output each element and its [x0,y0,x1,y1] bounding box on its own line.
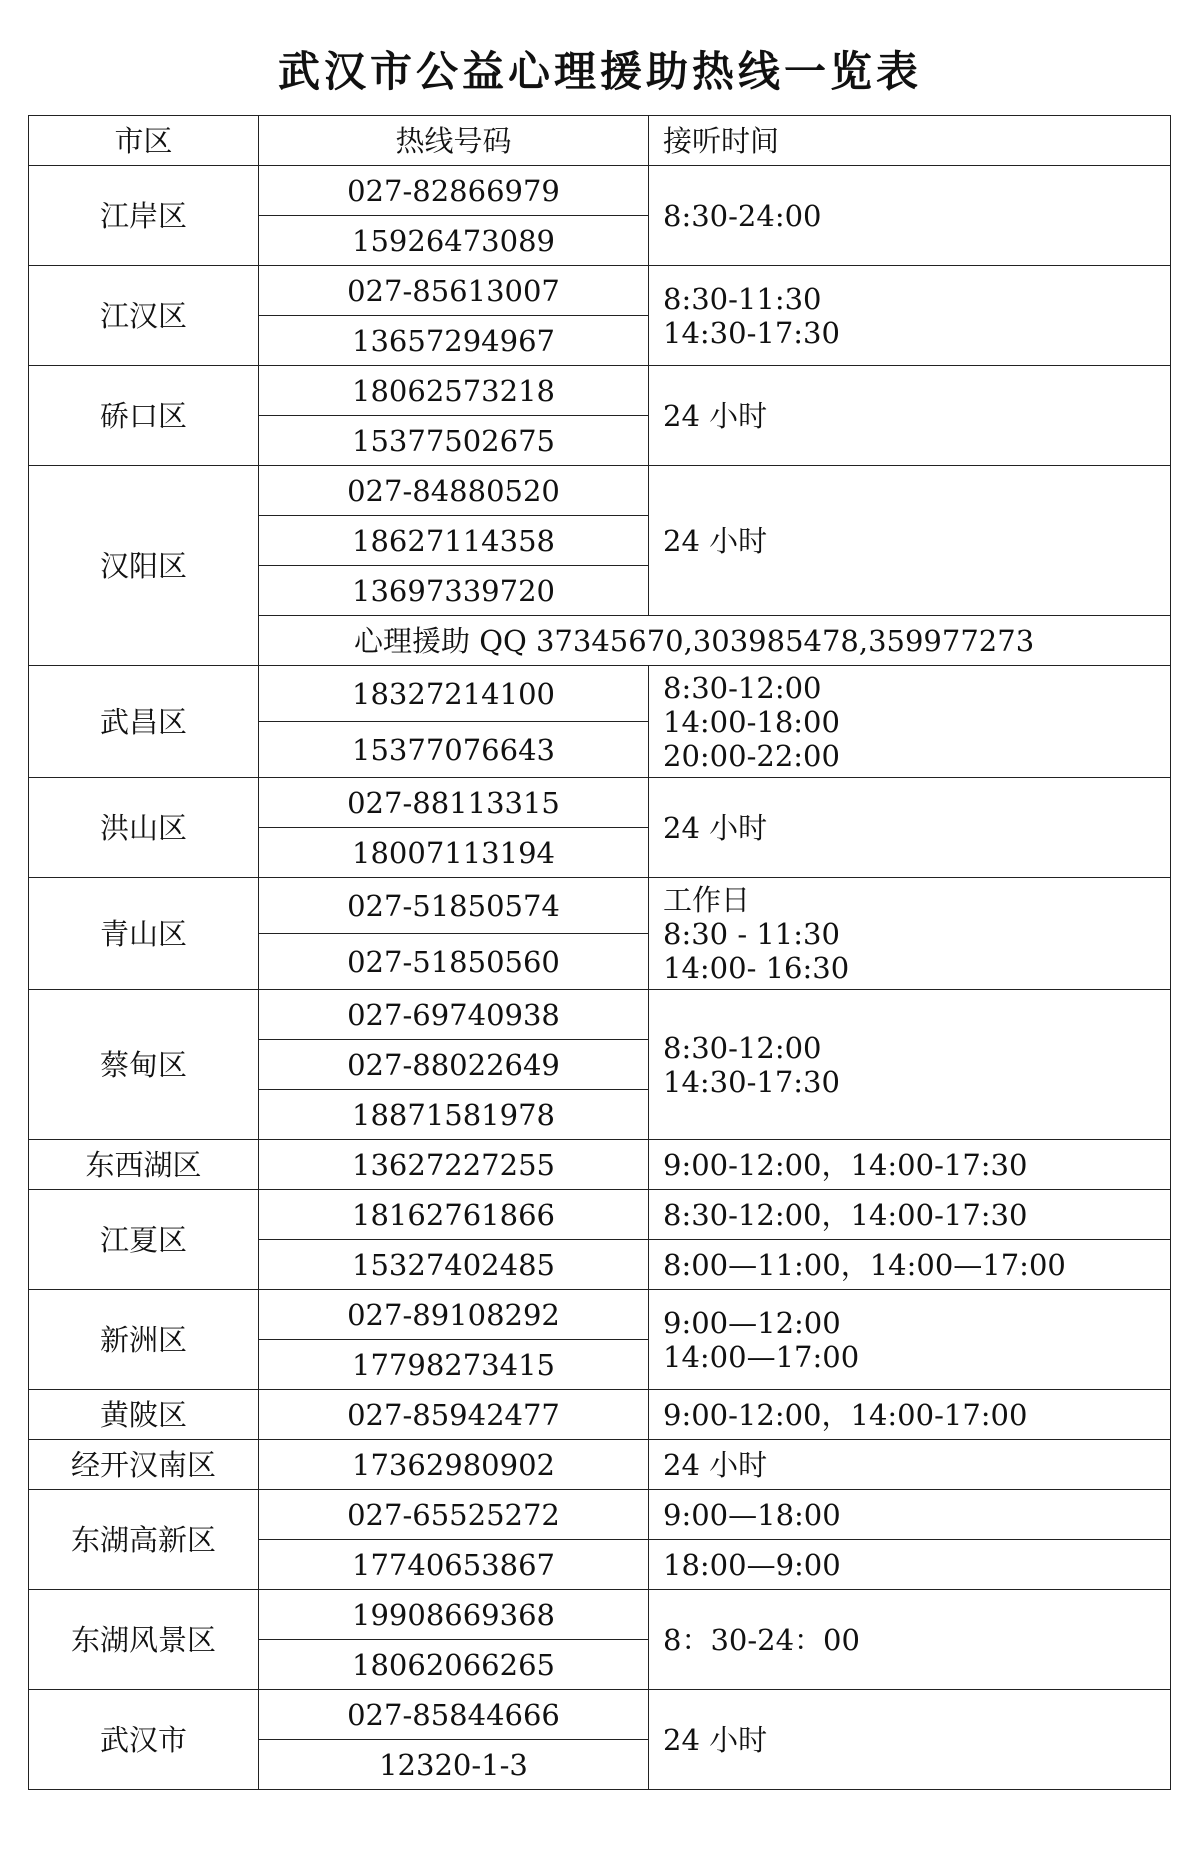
phone-cell: 18871581978 [259,1090,649,1140]
phone-cell: 027-84880520 [259,466,649,516]
district-cell: 江夏区 [29,1190,259,1290]
phone-cell: 027-88113315 [259,778,649,828]
phone-cell: 18062573218 [259,366,649,416]
phone-cell: 027-89108292 [259,1290,649,1340]
time-cell [649,666,1171,778]
time-cell [649,1690,1171,1790]
time-line: 8:30-24:00 [663,198,822,233]
table-row [29,1440,1171,1490]
time-cell: 24 小时 [649,1440,1171,1490]
table-row [29,1140,1171,1190]
district-cell: 黄陂区 [29,1390,259,1440]
table-row [29,1590,1171,1640]
district-cell: 蔡甸区 [29,990,259,1140]
time-line: 20:00-22:00 [663,738,840,773]
time-line: 工作日 [663,882,751,917]
phone-cell: 17798273415 [259,1340,649,1390]
phone-cell: 19908669368 [259,1590,649,1640]
time-line: 8:30-12:00 [663,1030,822,1065]
phone-cell: 027-82866979 [259,166,649,216]
district-cell: 东西湖区 [29,1140,259,1190]
phone-cell: 17362980902 [259,1440,649,1490]
district-cell: 汉阳区 [29,466,259,666]
time-cell [649,166,1171,266]
district-cell: 东湖高新区 [29,1490,259,1590]
phone-cell: 17740653867 [259,1540,649,1590]
table-row [29,266,1171,316]
phone-cell: 027-51850560 [259,934,649,990]
phone-cell: 027-69740938 [259,990,649,1040]
time-line: 9:00—12:00 [663,1305,841,1340]
phone-cell: 18062066265 [259,1640,649,1690]
district-cell: 江岸区 [29,166,259,266]
header-time: 接听时间 [649,116,1171,166]
time-line: 8:30 - 11:30 [663,916,840,951]
time-line: 14:00—17:00 [663,1339,860,1374]
header-phone: 热线号码 [259,116,649,166]
time-cell [649,1290,1171,1390]
time-cell [649,878,1171,990]
time-line: 24 小时 [663,810,768,845]
table-row [29,1190,1171,1240]
time-cell [649,266,1171,366]
time-cell: 9:00-12:00，14:00-17:30 [649,1140,1171,1190]
time-cell [649,466,1171,616]
phone-cell: 13657294967 [259,316,649,366]
phone-cell: 15926473089 [259,216,649,266]
phone-cell: 15327402485 [259,1240,649,1290]
time-line: 14:00- 16:30 [663,950,850,985]
time-cell: 9:00-12:00，14:00-17:00 [649,1390,1171,1440]
table-row [29,990,1171,1040]
time-cell [649,366,1171,466]
table-row [29,166,1171,216]
time-line: 14:00-18:00 [663,704,840,739]
time-cell: 18:00—9:00 [649,1540,1171,1590]
district-cell: 东湖风景区 [29,1590,259,1690]
time-cell [649,990,1171,1140]
district-cell: 经开汉南区 [29,1440,259,1490]
hotline-table [28,115,1171,1790]
phone-cell: 18627114358 [259,516,649,566]
table-row [29,1690,1171,1740]
table-row [29,366,1171,416]
time-cell [649,1590,1171,1690]
time-line: 8：30-24：00 [663,1622,860,1657]
phone-cell: 027-88022649 [259,1040,649,1090]
time-line: 14:30-17:30 [663,315,840,350]
district-cell: 硚口区 [29,366,259,466]
district-cell: 武昌区 [29,666,259,778]
district-cell: 武汉市 [29,1690,259,1790]
time-cell: 8:00—11:00，14:00—17:00 [649,1240,1171,1290]
district-cell: 江汉区 [29,266,259,366]
phone-cell: 027-85613007 [259,266,649,316]
phone-cell: 13627227255 [259,1140,649,1190]
time-line: 8:30-12:00 [663,670,822,705]
phone-cell: 15377502675 [259,416,649,466]
phone-cell: 027-65525272 [259,1490,649,1540]
page-title: 武汉市公益心理援助热线一览表 [277,47,922,96]
phone-cell: 18327214100 [259,666,649,722]
phone-cell: 15377076643 [259,722,649,778]
table-row [29,666,1171,722]
time-cell: 8:30-12:00，14:00-17:30 [649,1190,1171,1240]
table-row [29,778,1171,828]
time-line: 14:30-17:30 [663,1064,840,1099]
phone-cell: 13697339720 [259,566,649,616]
district-cell: 新洲区 [29,1290,259,1390]
table-row [29,1290,1171,1340]
time-line: 24 小时 [663,1722,768,1757]
phone-cell: 18162761866 [259,1190,649,1240]
phone-cell: 18007113194 [259,828,649,878]
phone-cell: 027-85942477 [259,1390,649,1440]
time-cell [649,778,1171,878]
phone-cell: 027-85844666 [259,1690,649,1740]
phone-cell: 12320-1-3 [259,1740,649,1790]
time-line: 24 小时 [663,398,768,433]
table-header-row [29,116,1171,166]
header-district: 市区 [29,116,259,166]
table-row [29,466,1171,516]
table-row [29,1390,1171,1440]
table-row [29,1490,1171,1540]
time-cell: 9:00—18:00 [649,1490,1171,1540]
table-row [29,878,1171,934]
phone-cell: 027-51850574 [259,878,649,934]
district-cell: 洪山区 [29,778,259,878]
qq-cell: 心理援助 QQ 37345670,303985478,359977273 [259,616,1171,666]
time-line: 8:30-11:30 [663,281,822,316]
time-line: 24 小时 [663,523,768,558]
district-cell: 青山区 [29,878,259,990]
